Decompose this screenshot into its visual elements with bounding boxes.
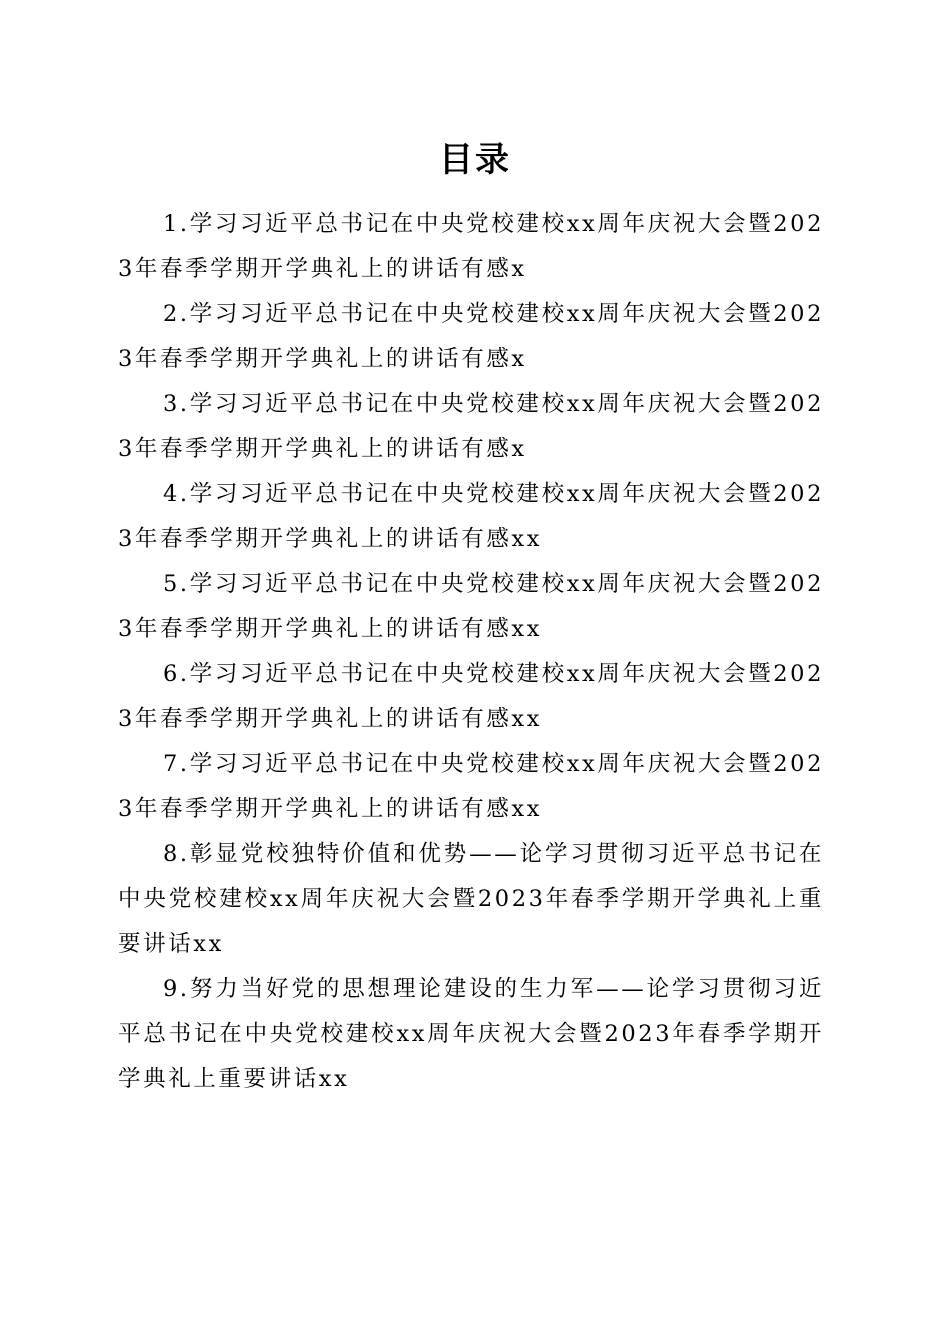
- toc-entry-number: 7.: [163, 751, 190, 777]
- toc-entry-9: [118, 967, 824, 1102]
- table-of-contents: [118, 202, 824, 1102]
- toc-entry-text: 学习习近平总书记在中央党校建校xx周年庆祝大会暨2023年春季学期开学典礼上的讲话有感xx: [118, 481, 824, 552]
- toc-entry-number: 5.: [163, 571, 190, 597]
- toc-entry-number: 8.: [163, 841, 190, 867]
- toc-entry-1: [118, 202, 824, 292]
- toc-entry-7: [118, 742, 824, 832]
- toc-entry-number: 3.: [163, 391, 190, 417]
- toc-entry-number: 1.: [163, 211, 190, 237]
- toc-entry-text: 学习习近平总书记在中央党校建校xx周年庆祝大会暨2023年春季学期开学典礼上的讲话有感x: [118, 301, 824, 372]
- toc-entry-text: 努力当好党的思想理论建设的生力军——论学习贯彻习近平总书记在中央党校建校xx周年庆祝大会暨2023年春季学期开学典礼上重要讲话xx: [118, 976, 824, 1092]
- toc-entry-number: 9.: [163, 976, 190, 1002]
- toc-entry-number: 6.: [163, 661, 190, 687]
- toc-entry-number: 4.: [163, 481, 190, 507]
- toc-entry-4: [118, 472, 824, 562]
- toc-entry-text: 学习习近平总书记在中央党校建校xx周年庆祝大会暨2023年春季学期开学典礼上的讲话有感xx: [118, 661, 824, 732]
- toc-entry-text: 学习习近平总书记在中央党校建校xx周年庆祝大会暨2023年春季学期开学典礼上的讲话有感xx: [118, 751, 824, 822]
- toc-entry-text: 学习习近平总书记在中央党校建校xx周年庆祝大会暨2023年春季学期开学典礼上的讲话有感x: [118, 391, 824, 462]
- toc-entry-3: [118, 382, 824, 472]
- page-title: 目录: [439, 140, 511, 180]
- toc-entry-text: 学习习近平总书记在中央党校建校xx周年庆祝大会暨2023年春季学期开学典礼上的讲话有感xx: [118, 571, 824, 642]
- toc-entry-8: [118, 832, 824, 967]
- toc-entry-text: 彰显党校独特价值和优势——论学习贯彻习近平总书记在中央党校建校xx周年庆祝大会暨2023年春季学期开学典礼上重要讲话xx: [118, 841, 824, 957]
- toc-entry-6: [118, 652, 824, 742]
- toc-entry-text: 学习习近平总书记在中央党校建校xx周年庆祝大会暨2023年春季学期开学典礼上的讲话有感x: [118, 211, 824, 282]
- toc-entry-2: [118, 292, 824, 382]
- toc-entry-5: [118, 562, 824, 652]
- toc-entry-number: 2.: [163, 301, 190, 327]
